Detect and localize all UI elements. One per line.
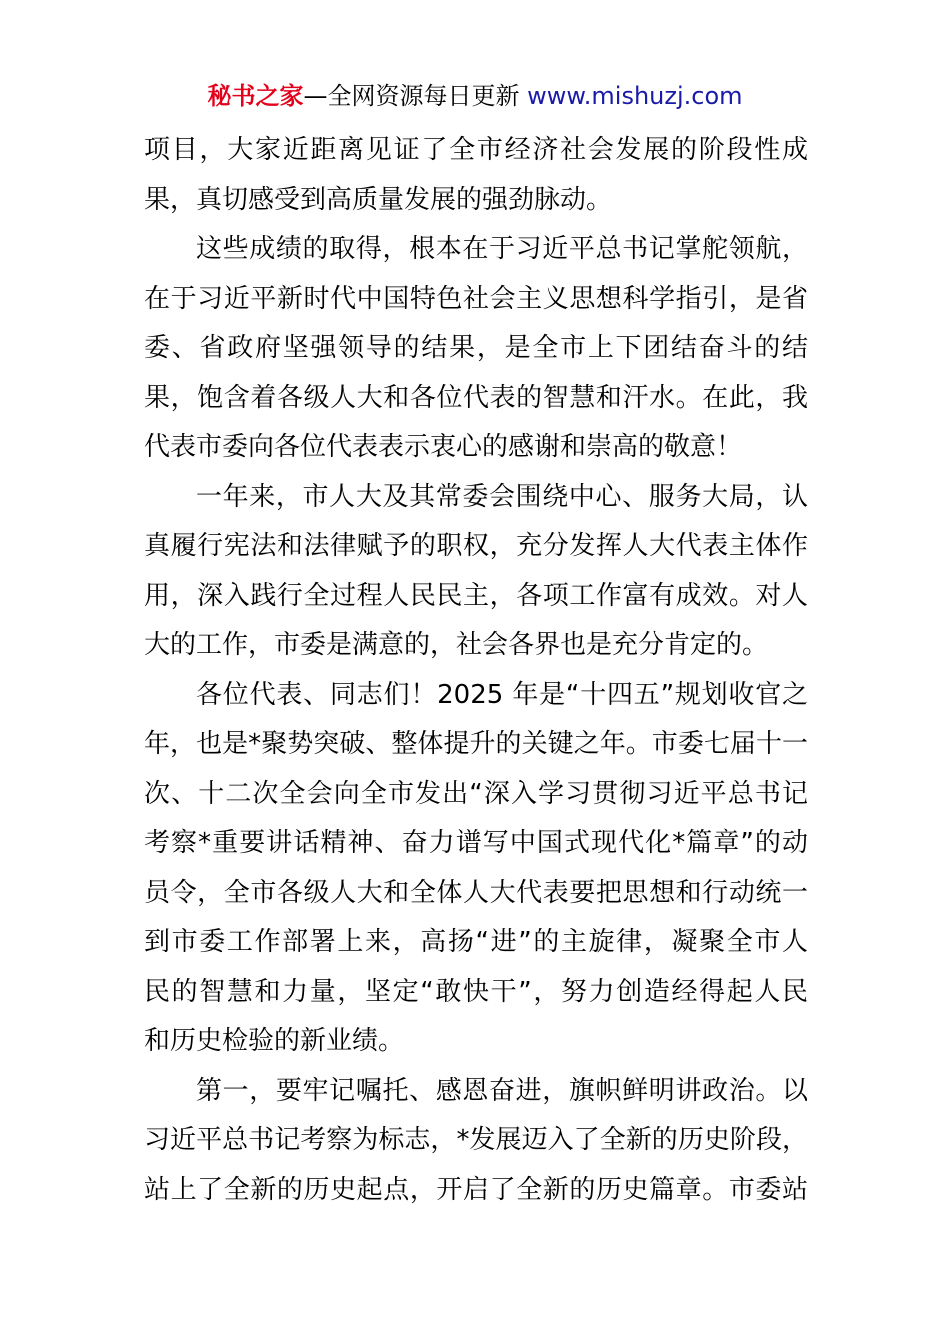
text-line: 委、省政府坚强领导的结果，是全市上下团结奋斗的结 (144, 333, 808, 363)
text-line: 代表市委向各位代表表示衷心的感谢和崇高的敬意！ (144, 432, 743, 462)
text-line: 果，真切感受到高质量发展的强劲脉动。 (144, 184, 613, 215)
site-url[interactable]: www.mishuzj.com (527, 82, 743, 110)
paragraph-start-line: 第一，要牢记嘱托、感恩奋进，旗帜鲜明讲政治。以 (196, 1075, 808, 1106)
text-line: 员令，全市各级人大和全体人大代表要把思想和行动统一 (144, 877, 808, 908)
header-tagline: —全网资源每日更新 (303, 82, 520, 110)
text-line: 真履行宪法和法律赋予的职权，充分发挥人大代表主体作 (144, 531, 808, 561)
text-line: 站上了全新的历史起点，开启了全新的历史篇章。市委站 (144, 1174, 808, 1205)
text-line: 果，饱含着各级人大和各位代表的智慧和汗水。在此，我 (144, 382, 808, 413)
paragraph-start-line: 一年来，市人大及其常委会围绕中心、服务大局，认 (196, 481, 808, 512)
brand-name: 秘书之家 (207, 82, 304, 110)
text-line: 项目，大家近距离见证了全市经济社会发展的阶段性成 (144, 135, 808, 165)
text-line: 大的工作，市委是满意的，社会各界也是充分肯定的。 (144, 630, 769, 660)
text-line: 用，深入践行全过程人民民主，各项工作富有成效。对人 (144, 580, 808, 611)
text-line: 考察*重要讲话精神、奋力谱写中国式现代化*篇章”的动 (144, 828, 808, 858)
text-line: 在于习近平新时代中国特色社会主义思想科学指引，是省 (144, 283, 808, 314)
page-header (0, 78, 950, 114)
paragraph-start-line: 各位代表、同志们！2025 年是“十四五”规划收官之 (196, 679, 808, 710)
text-line: 和历史检验的新业绩。 (144, 1026, 405, 1056)
text-line: 习近平总书记考察为标志，*发展迈入了全新的历史阶段， (144, 1125, 808, 1155)
text-line: 民的智慧和力量，坚定“敢快干”，努力创造经得起人民 (144, 976, 808, 1007)
text-line: 次、十二次全会向全市发出“深入学习贯彻习近平总书记 (144, 778, 808, 809)
text-line: 年，也是*聚势突破、整体提升的关键之年。市委七届十一 (144, 729, 808, 759)
text-line: 到市委工作部署上来，高扬“进”的主旋律，凝聚全市人 (144, 927, 808, 957)
paragraph-start-line: 这些成绩的取得，根本在于习近平总书记掌舵领航， (196, 234, 808, 264)
document-body (144, 126, 808, 1215)
